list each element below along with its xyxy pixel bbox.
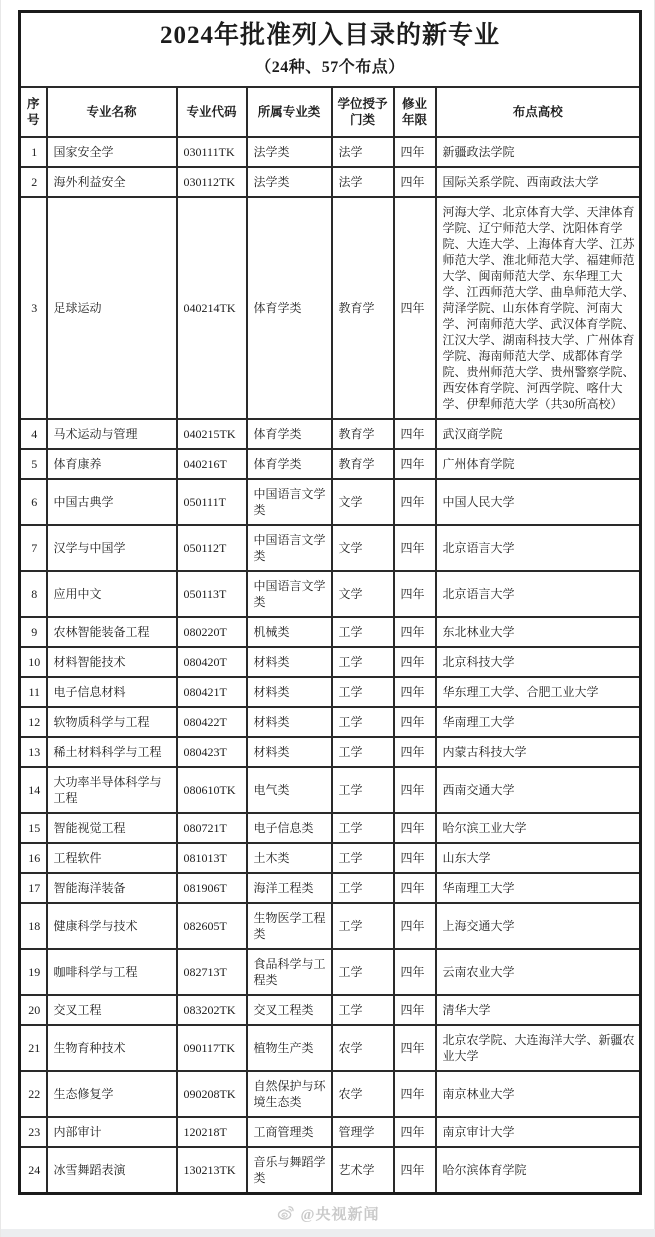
cell-serial-number: 22 [20, 1071, 47, 1117]
cell-major-name: 内部审计 [47, 1117, 177, 1147]
cell-category: 食品科学与工程类 [247, 949, 332, 995]
cell-study-years: 四年 [394, 647, 436, 677]
cell-host-schools: 内蒙古科技大学 [436, 737, 641, 767]
cell-serial-number: 5 [20, 449, 47, 479]
table-row [20, 1147, 641, 1194]
cell-degree-type: 工学 [332, 677, 394, 707]
cell-major-name: 马术运动与管理 [47, 419, 177, 449]
cell-category: 电子信息类 [247, 813, 332, 843]
cell-serial-number: 18 [20, 903, 47, 949]
cell-serial-number: 7 [20, 525, 47, 571]
cell-category: 自然保护与环境生态类 [247, 1071, 332, 1117]
cell-serial-number: 11 [20, 677, 47, 707]
watermark [18, 1199, 637, 1227]
cell-host-schools: 北京农学院、大连海洋大学、新疆农业大学 [436, 1025, 641, 1071]
cell-study-years: 四年 [394, 737, 436, 767]
cell-degree-type: 文学 [332, 571, 394, 617]
table-row [20, 873, 641, 903]
cell-study-years: 四年 [394, 419, 436, 449]
cell-host-schools: 新疆政法学院 [436, 137, 641, 167]
cell-category: 交叉工程类 [247, 995, 332, 1025]
cell-category: 工商管理类 [247, 1117, 332, 1147]
cell-category: 机械类 [247, 617, 332, 647]
cell-category: 法学类 [247, 137, 332, 167]
cell-major-code: 080610TK [177, 767, 247, 813]
cell-study-years: 四年 [394, 1071, 436, 1117]
cell-major-name: 生物育种技术 [47, 1025, 177, 1071]
cell-major-name: 中国古典学 [47, 479, 177, 525]
cell-study-years: 四年 [394, 873, 436, 903]
cell-host-schools: 北京科技大学 [436, 647, 641, 677]
cell-study-years: 四年 [394, 197, 436, 419]
cell-major-code: 080423T [177, 737, 247, 767]
cell-host-schools: 中国人民大学 [436, 479, 641, 525]
cell-major-code: 080421T [177, 677, 247, 707]
cell-major-name: 交叉工程 [47, 995, 177, 1025]
cell-study-years: 四年 [394, 707, 436, 737]
column-header-code: 专业代码 [177, 87, 247, 137]
table-row [20, 737, 641, 767]
cell-host-schools: 华南理工大学 [436, 707, 641, 737]
cell-major-code: 090117TK [177, 1025, 247, 1071]
table-row [20, 167, 641, 197]
cell-host-schools: 东北林业大学 [436, 617, 641, 647]
cell-serial-number: 4 [20, 419, 47, 449]
cell-major-code: 080420T [177, 647, 247, 677]
cell-study-years: 四年 [394, 677, 436, 707]
cell-degree-type: 教育学 [332, 449, 394, 479]
cell-major-name: 软物质科学与工程 [47, 707, 177, 737]
table-row [20, 949, 641, 995]
column-header-schools: 布点高校 [436, 87, 641, 137]
cell-serial-number: 12 [20, 707, 47, 737]
cell-major-name: 体育康养 [47, 449, 177, 479]
cell-major-name: 农林智能装备工程 [47, 617, 177, 647]
cell-degree-type: 工学 [332, 873, 394, 903]
cell-major-code: 083202TK [177, 995, 247, 1025]
cell-degree-type: 农学 [332, 1025, 394, 1071]
cell-host-schools: 武汉商学院 [436, 419, 641, 449]
cell-major-code: 120218T [177, 1117, 247, 1147]
cell-host-schools: 南京审计大学 [436, 1117, 641, 1147]
cell-major-code: 082713T [177, 949, 247, 995]
cell-host-schools: 哈尔滨体育学院 [436, 1147, 641, 1194]
column-header-name: 专业名称 [47, 87, 177, 137]
cell-category: 体育学类 [247, 449, 332, 479]
cell-category: 体育学类 [247, 197, 332, 419]
cell-category: 音乐与舞蹈学类 [247, 1147, 332, 1194]
cell-major-name: 咖啡科学与工程 [47, 949, 177, 995]
cell-host-schools: 北京语言大学 [436, 525, 641, 571]
cell-major-code: 130213TK [177, 1147, 247, 1194]
cell-study-years: 四年 [394, 903, 436, 949]
column-header-category: 所属专业类 [247, 87, 332, 137]
cell-study-years: 四年 [394, 843, 436, 873]
cell-serial-number: 13 [20, 737, 47, 767]
cell-degree-type: 工学 [332, 707, 394, 737]
cell-category: 中国语言文学类 [247, 571, 332, 617]
cell-category: 材料类 [247, 647, 332, 677]
cell-degree-type: 工学 [332, 737, 394, 767]
cell-degree-type: 工学 [332, 617, 394, 647]
cell-major-name: 健康科学与技术 [47, 903, 177, 949]
cell-serial-number: 3 [20, 197, 47, 419]
cell-category: 生物医学工程类 [247, 903, 332, 949]
cell-degree-type: 艺术学 [332, 1147, 394, 1194]
cell-serial-number: 21 [20, 1025, 47, 1071]
cell-host-schools: 清华大学 [436, 995, 641, 1025]
cell-host-schools: 哈尔滨工业大学 [436, 813, 641, 843]
cell-major-code: 080422T [177, 707, 247, 737]
cell-major-code: 040215TK [177, 419, 247, 449]
cell-major-name: 工程软件 [47, 843, 177, 873]
cell-host-schools: 山东大学 [436, 843, 641, 873]
table-row [20, 137, 641, 167]
cell-major-code: 080220T [177, 617, 247, 647]
table-row [20, 995, 641, 1025]
cell-major-name: 国家安全学 [47, 137, 177, 167]
cell-host-schools: 河海大学、北京体育大学、天津体育学院、辽宁师范大学、沈阳体育学院、大连大学、上海体育大学、江苏师范大学、淮北师范大学、福建师范大学、闽南师范大学、东华理工大学、江西师范大学、曲阜师范大学、菏泽学院、山东体育学院、河南大学、河南师范大学、武汉体育学院、江汉大学、湖南科技大学、广州体育学院、海南师范大学、成都体育学院、贵州师范大学、贵州警察学院、西安体育学院、河西学院、喀什大学、伊犁师范大学（共30所高校） [436, 197, 641, 419]
document-subtitle: （24种、57个布点） [255, 59, 405, 76]
cell-major-code: 081906T [177, 873, 247, 903]
table-row [20, 813, 641, 843]
cell-degree-type: 工学 [332, 647, 394, 677]
cell-major-code: 040214TK [177, 197, 247, 419]
cell-major-code: 082605T [177, 903, 247, 949]
cell-study-years: 四年 [394, 167, 436, 197]
table-row [20, 647, 641, 677]
table-row [20, 479, 641, 525]
cell-category: 体育学类 [247, 419, 332, 449]
cell-host-schools: 华东理工大学、合肥工业大学 [436, 677, 641, 707]
cell-major-code: 081013T [177, 843, 247, 873]
cell-major-name: 大功率半导体科学与工程 [47, 767, 177, 813]
cell-major-code: 080721T [177, 813, 247, 843]
cell-degree-type: 教育学 [332, 419, 394, 449]
table-row [20, 1071, 641, 1117]
cell-category: 材料类 [247, 677, 332, 707]
cell-host-schools: 华南理工大学 [436, 873, 641, 903]
table-row [20, 707, 641, 737]
cell-serial-number: 24 [20, 1147, 47, 1194]
cell-category: 植物生产类 [247, 1025, 332, 1071]
cell-major-code: 050113T [177, 571, 247, 617]
cell-host-schools: 云南农业大学 [436, 949, 641, 995]
title-cell [20, 12, 641, 88]
cell-major-code: 050112T [177, 525, 247, 571]
cell-category: 海洋工程类 [247, 873, 332, 903]
table-row [20, 1025, 641, 1071]
cell-major-code: 090208TK [177, 1071, 247, 1117]
cell-serial-number: 6 [20, 479, 47, 525]
cell-serial-number: 8 [20, 571, 47, 617]
cell-major-name: 应用中文 [47, 571, 177, 617]
cell-host-schools: 广州体育学院 [436, 449, 641, 479]
table-row [20, 1117, 641, 1147]
cell-study-years: 四年 [394, 571, 436, 617]
cell-major-name: 电子信息材料 [47, 677, 177, 707]
cell-degree-type: 工学 [332, 767, 394, 813]
cell-major-code: 030111TK [177, 137, 247, 167]
cell-major-code: 040216T [177, 449, 247, 479]
cell-study-years: 四年 [394, 1025, 436, 1071]
cell-degree-type: 工学 [332, 813, 394, 843]
cell-major-name: 智能海洋装备 [47, 873, 177, 903]
cell-host-schools: 北京语言大学 [436, 571, 641, 617]
title-row [20, 12, 641, 88]
cell-serial-number: 10 [20, 647, 47, 677]
table-row [20, 419, 641, 449]
cell-host-schools: 西南交通大学 [436, 767, 641, 813]
table-row [20, 677, 641, 707]
cell-serial-number: 15 [20, 813, 47, 843]
cell-serial-number: 2 [20, 167, 47, 197]
cell-host-schools: 国际关系学院、西南政法大学 [436, 167, 641, 197]
cell-degree-type: 工学 [332, 995, 394, 1025]
table-row [20, 767, 641, 813]
cell-category: 材料类 [247, 707, 332, 737]
cell-degree-type: 工学 [332, 949, 394, 995]
watermark-text: @央视新闻 [300, 1206, 380, 1223]
cell-study-years: 四年 [394, 949, 436, 995]
cell-study-years: 四年 [394, 479, 436, 525]
table-row [20, 525, 641, 571]
table-row [20, 903, 641, 949]
cell-degree-type: 工学 [332, 903, 394, 949]
table-row [20, 449, 641, 479]
cell-serial-number: 20 [20, 995, 47, 1025]
table-row [20, 617, 641, 647]
cell-major-code: 050111T [177, 479, 247, 525]
weibo-icon [276, 1203, 296, 1223]
cell-serial-number: 1 [20, 137, 47, 167]
cell-study-years: 四年 [394, 449, 436, 479]
cell-degree-type: 文学 [332, 479, 394, 525]
cell-category: 土木类 [247, 843, 332, 873]
cell-category: 电气类 [247, 767, 332, 813]
cell-study-years: 四年 [394, 1117, 436, 1147]
cell-category: 中国语言文学类 [247, 479, 332, 525]
cell-study-years: 四年 [394, 1147, 436, 1194]
cell-category: 中国语言文学类 [247, 525, 332, 571]
cell-serial-number: 17 [20, 873, 47, 903]
cell-major-name: 生态修复学 [47, 1071, 177, 1117]
cell-serial-number: 14 [20, 767, 47, 813]
header-row [20, 87, 641, 137]
cell-study-years: 四年 [394, 137, 436, 167]
table-row [20, 571, 641, 617]
cell-serial-number: 9 [20, 617, 47, 647]
table-row [20, 197, 641, 419]
cell-serial-number: 23 [20, 1117, 47, 1147]
cell-degree-type: 法学 [332, 167, 394, 197]
cell-degree-type: 文学 [332, 525, 394, 571]
cell-degree-type: 法学 [332, 137, 394, 167]
cell-study-years: 四年 [394, 767, 436, 813]
cell-major-name: 足球运动 [47, 197, 177, 419]
cell-degree-type: 管理学 [332, 1117, 394, 1147]
cell-major-name: 智能视觉工程 [47, 813, 177, 843]
table-body [20, 137, 641, 1194]
table-row [20, 843, 641, 873]
cell-category: 法学类 [247, 167, 332, 197]
cell-major-name: 冰雪舞蹈表演 [47, 1147, 177, 1194]
cell-study-years: 四年 [394, 813, 436, 843]
cell-major-code: 030112TK [177, 167, 247, 197]
cell-study-years: 四年 [394, 525, 436, 571]
column-header-no: 序号 [20, 87, 47, 137]
cell-degree-type: 农学 [332, 1071, 394, 1117]
photo-bottom-edge [1, 1229, 655, 1237]
cell-major-name: 汉学与中国学 [47, 525, 177, 571]
cell-major-name: 材料智能技术 [47, 647, 177, 677]
cell-host-schools: 上海交通大学 [436, 903, 641, 949]
cell-host-schools: 南京林业大学 [436, 1071, 641, 1117]
cell-degree-type: 教育学 [332, 197, 394, 419]
column-header-degree: 学位授予门类 [332, 87, 394, 137]
cell-major-name: 稀土材料科学与工程 [47, 737, 177, 767]
column-header-years: 修业年限 [394, 87, 436, 137]
new-majors-table [18, 10, 642, 1195]
document-title: 2024年批准列入目录的新专业 [160, 22, 501, 49]
cell-category: 材料类 [247, 737, 332, 767]
cell-serial-number: 19 [20, 949, 47, 995]
cell-study-years: 四年 [394, 995, 436, 1025]
cell-study-years: 四年 [394, 617, 436, 647]
cell-major-name: 海外利益安全 [47, 167, 177, 197]
cell-degree-type: 工学 [332, 843, 394, 873]
cell-serial-number: 16 [20, 843, 47, 873]
